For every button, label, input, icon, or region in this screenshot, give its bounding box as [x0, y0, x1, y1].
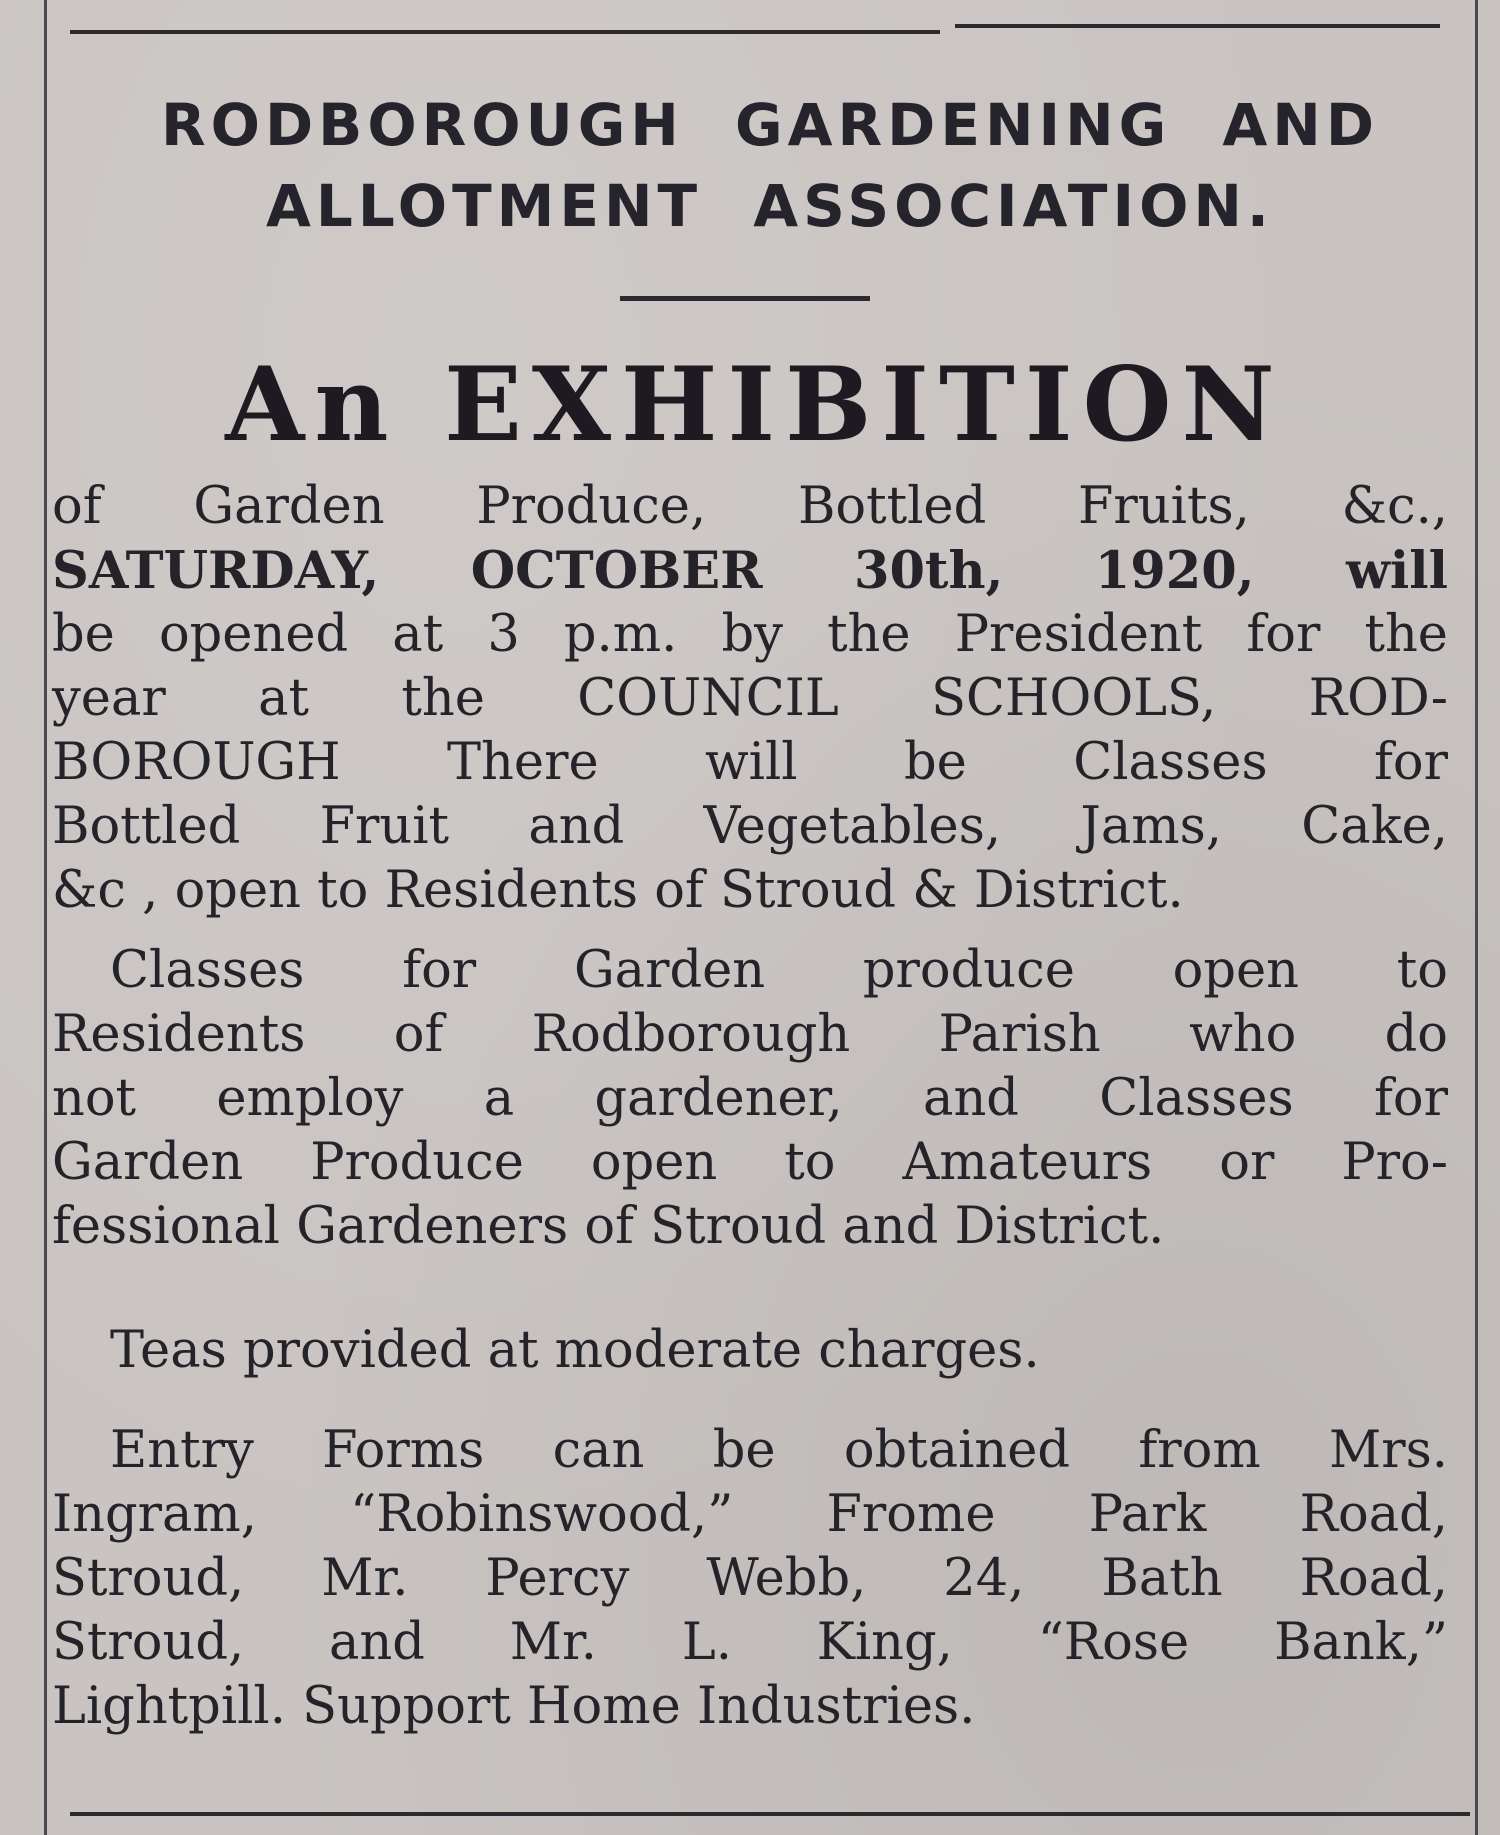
para3-line-1: Teas provided at moderate charges. [110, 1321, 1040, 1380]
bottom-rule [70, 1812, 1470, 1816]
column-border-left [44, 0, 47, 1835]
para2-line-5: fessional Gardeners of Stroud and District. [52, 1197, 1165, 1256]
association-name-line-1: RODBOROUGH GARDENING AND [161, 91, 1379, 159]
column-border-right [1475, 0, 1478, 1835]
para2-line-1: Classes for Garden produce open to [110, 941, 1448, 1000]
para4-line-5: Lightpill. Support Home Industries. [52, 1677, 976, 1736]
para1-line-1: of Garden Produce, Bottled Fruits, &c., [52, 477, 1448, 536]
para2-line-2: Residents of Rodborough Parish who do [52, 1005, 1448, 1064]
para1-line-6: Bottled Fruit and Vegetables, Jams, Cake, [52, 797, 1448, 856]
para2-line-4: Garden Produce open to Amateurs or Pro- [52, 1133, 1448, 1192]
para1-line-7: &c , open to Residents of Stroud & District. [52, 861, 1184, 920]
para4-line-4: Stroud, and Mr. L. King, “Rose Bank,” [52, 1613, 1448, 1672]
para1-line-2: SATURDAY, OCTOBER 30th, 1920, will [52, 541, 1448, 601]
para4-line-1: Entry Forms can be obtained from Mrs. [110, 1421, 1448, 1480]
para1-line-5: BOROUGH There will be Classes for [52, 733, 1448, 792]
para4-line-3: Stroud, Mr. Percy Webb, 24, Bath Road, [52, 1549, 1448, 1608]
para2-line-3: not employ a gardener, and Classes for [52, 1069, 1448, 1128]
para1-line-4: year at the COUNCIL SCHOOLS, ROD- [52, 669, 1448, 728]
heading-divider [620, 296, 870, 301]
exhibition-headline: An EXHIBITION [225, 345, 1285, 465]
para4-line-2: Ingram, “Robinswood,” Frome Park Road, [52, 1485, 1448, 1544]
top-rule-right [955, 24, 1440, 28]
top-rule-left [70, 30, 940, 34]
association-name-line-2: ALLOTMENT ASSOCIATION. [266, 172, 1274, 240]
para1-line-3: be opened at 3 p.m. by the President for the [52, 605, 1448, 664]
